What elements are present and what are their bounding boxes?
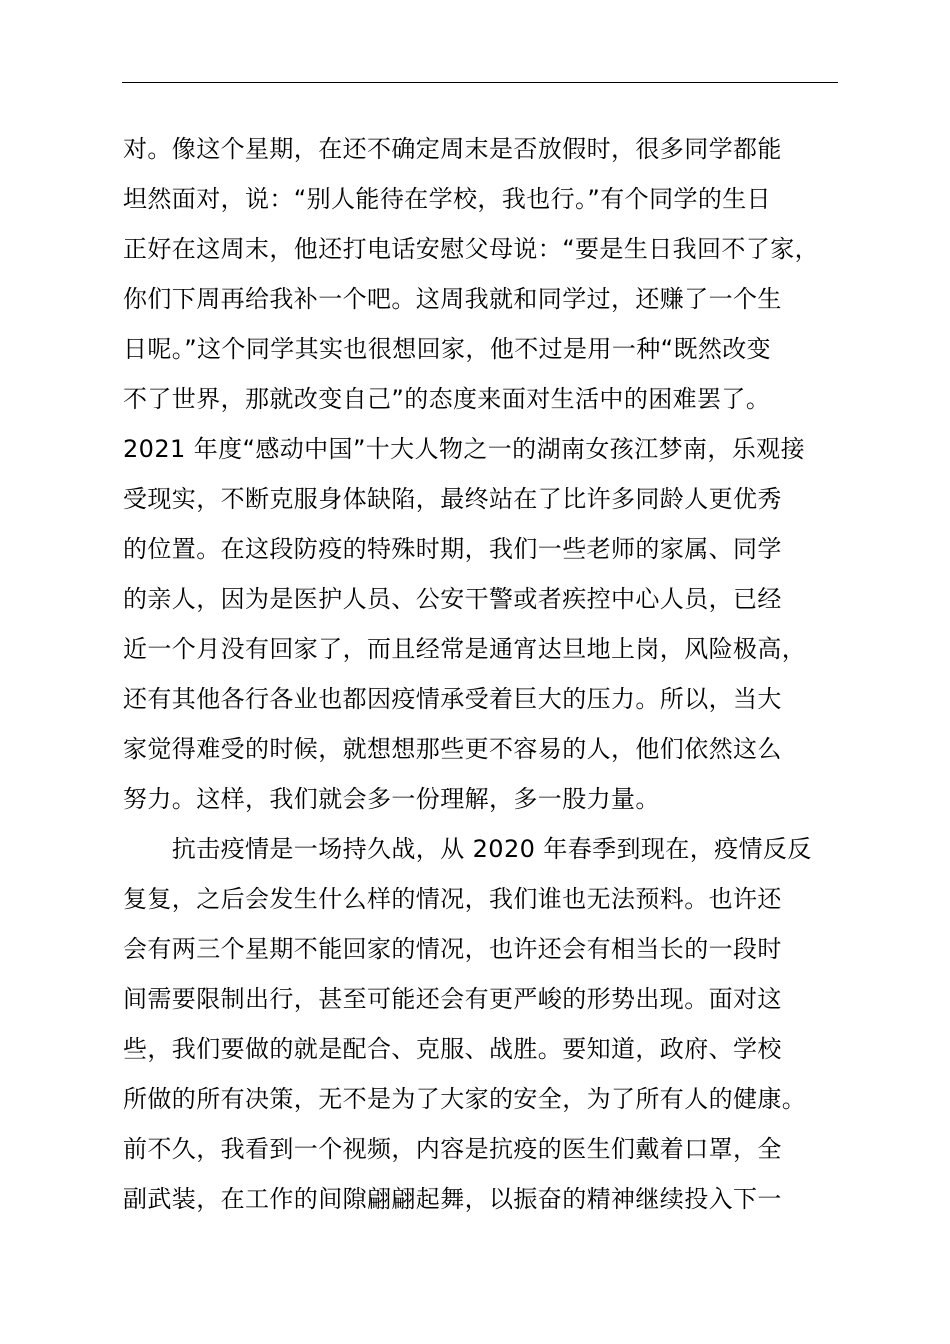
text-line: 你们下周再给我补一个吧。这周我就和同学过，还赚了一个生 (123, 285, 782, 313)
text-line: 近一个月没有回家了，而且经常是通宵达旦地上岗，风险极高， (123, 635, 807, 663)
text-line: 前不久，我看到一个视频，内容是抗疫的医生们戴着口罩，全 (123, 1135, 782, 1163)
text-line: 的位置。在这段防疫的特殊时期，我们一些老师的家属、同学 (123, 535, 782, 563)
text-line: 复复，之后会发生什么样的情况，我们谁也无法预料。也许还 (123, 885, 782, 913)
text-line: 副武装，在工作的间隙翩翩起舞，以振奋的精神继续投入下一 (123, 1185, 782, 1213)
text-line: 间需要限制出行，甚至可能还会有更严峻的形势出现。面对这 (123, 985, 782, 1013)
text-line: 正好在这周末，他还打电话安慰父母说：“要是生日我回不了家， (123, 235, 820, 263)
text-line: 家觉得难受的时候，就想想那些更不容易的人，他们依然这么 (123, 735, 782, 763)
text-line: 不了世界，那就改变自己”的态度来面对生活中的困难罢了。 (123, 385, 771, 413)
header-rule (122, 82, 838, 83)
text-line: 的亲人，因为是医护人员、公安干警或者疾控中心人员，已经 (123, 585, 782, 613)
text-line: 还有其他各行各业也都因疫情承受着巨大的压力。所以，当大 (123, 685, 782, 713)
text-line: 对。像这个星期，在还不确定周末是否放假时，很多同学都能 (123, 135, 782, 163)
text-line: 坦然面对，说：“别人能待在学校，我也行。”有个同学的生日 (123, 185, 772, 213)
text-line: 所做的所有决策，无不是为了大家的安全，为了所有人的健康。 (123, 1085, 807, 1113)
body-text (123, 124, 883, 1224)
text-line: 受现实，不断克服身体缺陷，最终站在了比许多同龄人更优秀 (123, 485, 782, 513)
text-line: 努力。这样，我们就会多一份理解，多一股力量。 (123, 785, 660, 813)
text-line: 些，我们要做的就是配合、克服、战胜。要知道，政府、学校 (123, 1035, 782, 1063)
text-line: 日呢。”这个同学其实也很想回家，他不过是用一种“既然改变 (123, 335, 772, 363)
text-line: 会有两三个星期不能回家的情况，也许还会有相当长的一段时 (123, 935, 782, 963)
paragraph-start-line: 抗击疫情是一场持久战，从 2020 年春季到现在，疫情反反 (123, 835, 812, 863)
text-line: 2021 年度“感动中国”十大人物之一的湖南女孩江梦南，乐观接 (123, 435, 805, 463)
